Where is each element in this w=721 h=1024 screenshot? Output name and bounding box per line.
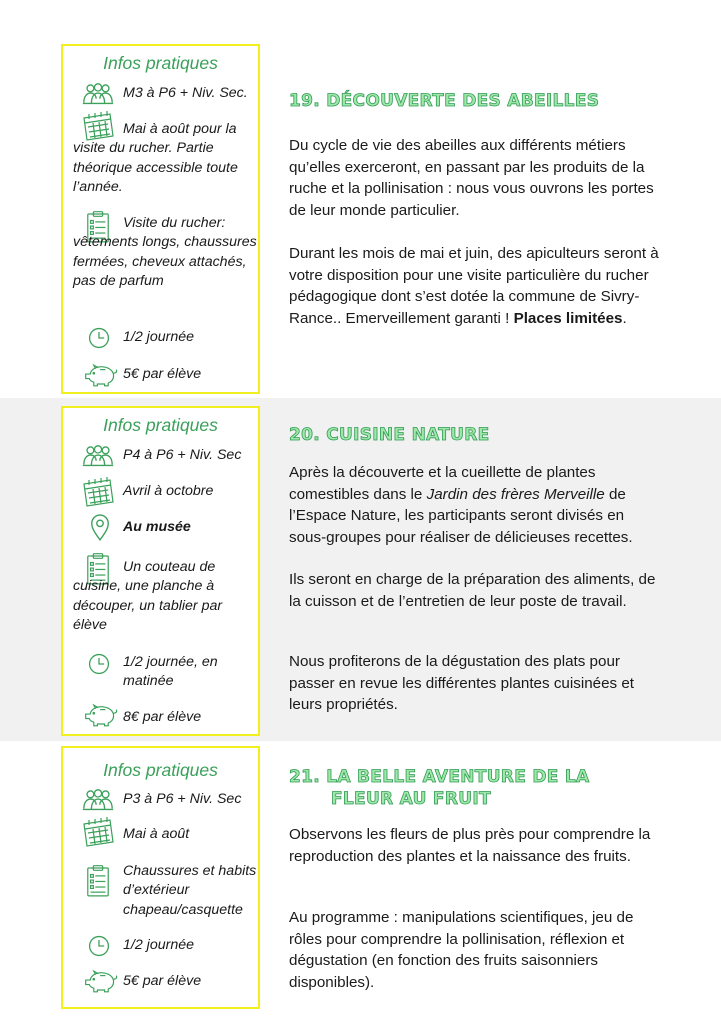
level-text: P3 à P6 + Niv. Sec [123,791,242,807]
clipboard-icon [85,864,111,898]
requirements-text: Visite du rucher: vêtements longs, chaussures fermées, cheveux attachés, pas de parfum [73,215,257,289]
level-text: M3 à P6 + Niv. Sec. [123,85,248,101]
location-pin-icon [89,512,111,542]
location-bold: Au musée [123,519,191,535]
paragraph: Au programme : manipulations scientifiques, jeu de rôles pour comprendre la pollinisation, réflexion et dégustation (en fonction des fruits saisonniers disponibles). [289,909,634,991]
paragraph: Nous profiterons de la dégustation des plats pour passer en revue les différentes plantes cuisinées et leurs propriétés. [289,653,635,713]
infos-title: Infos pratiques [103,415,218,435]
paragraph: Observons les fleurs de plus près pour comprendre la reproduction des plantes et la naissance des fruits. [289,826,651,865]
piggy-bank-icon [83,362,119,388]
paragraph-text: Durant les mois de mai et juin, des apiculteurs seront à votre disposition pour une visite particulière du rucher pédagogique dont s’est dotée la commune de Sivry-Rance.. Emerveillement garanti ! [289,245,659,327]
paragraph-bold: Places limitées [513,309,623,327]
requirements-text: Chaussures et habits d’extérieur chapeau/casquette [123,863,257,918]
clock-icon [87,326,111,350]
infos-title: Infos pratiques [103,53,218,73]
paragraph-text: Après la découverte et la cueillette de plantes comestibles dans le [289,464,596,503]
piggy-bank-icon [83,702,119,728]
period-text: Mai à août [123,826,190,842]
group-icon [81,444,115,468]
paragraph-end: . [622,309,627,327]
duration-text: 1/2 journée, en matinée [123,654,218,690]
paragraph: Du cycle de vie des abeilles aux différents métiers qu’elles exerceront, en passant par les produits de la ruche et la pollinisation : nous vous ouvrons les portes de leur monde particulier. [289,137,654,219]
paragraph [289,243,664,329]
clock-icon [87,934,111,958]
section-title-21-line1: 21. LA BELLE AVENTURE DE LA [289,767,590,787]
paragraph-italic: Jardin des frères Merveille [426,485,605,503]
level-text: P4 à P6 + Niv. Sec [123,447,242,463]
section-title-21-line2: FLEUR AU FRUIT [331,789,491,809]
price-text: 5€ par élève [123,973,202,989]
paragraph-text: de l’Espace Nature, les participants seront divisés en sous-groupes pour réaliser de délicieuses recettes. [289,485,633,546]
paragraph [289,462,664,548]
clock-icon [87,652,111,676]
duration-text: 1/2 journée [123,329,194,345]
paragraph: Ils seront en charge de la préparation des aliments, de la cuisson et de l’entretien de leur poste de travail. [289,571,656,610]
section-title-19: 19. DÉCOUVERTE DES ABEILLES [289,91,600,111]
piggy-bank-icon [83,968,119,994]
calendar-icon [81,476,115,510]
infos-title: Infos pratiques [103,760,218,780]
infos-box-21 [61,746,260,1009]
price-text: 5€ par élève [123,366,202,382]
price-text: 8€ par élève [123,709,202,725]
group-icon [81,788,115,812]
requirements-text: Un couteau de cuisine, une planche à découper, un tablier par élève [73,559,223,633]
group-icon [81,82,115,106]
infos-box-20 [61,406,260,736]
period-text: Avril à octobre [123,483,214,499]
section-title-20: 20. CUISINE NATURE [289,425,490,445]
period-text: Mai à août pour la visite du rucher. Partie théorique accessible toute l’année. [73,121,238,195]
infos-box-19 [61,44,260,394]
calendar-icon [81,816,115,850]
duration-text: 1/2 journée [123,937,194,953]
location-text [123,518,258,537]
